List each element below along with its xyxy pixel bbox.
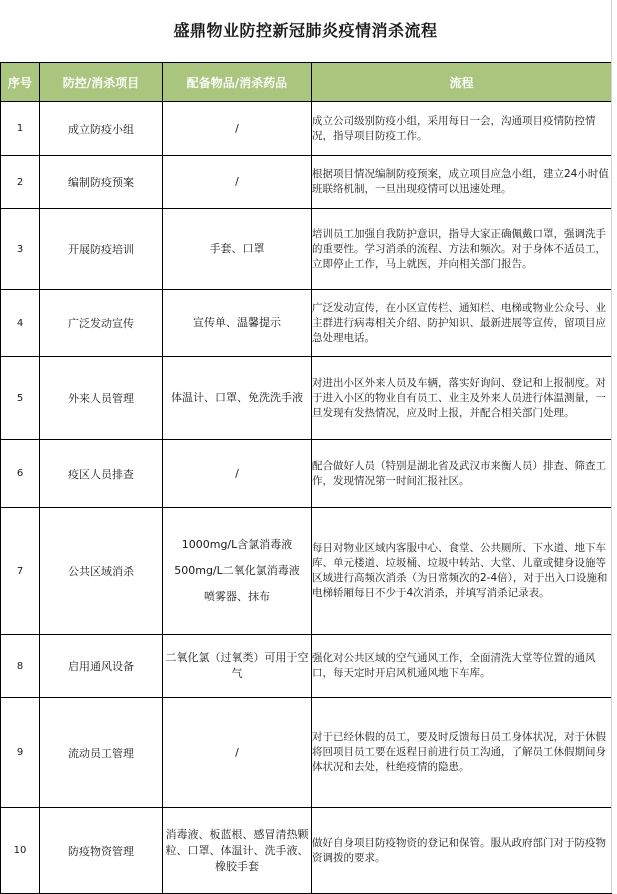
table-row xyxy=(1,635,612,698)
row-number: 10 xyxy=(1,808,40,894)
epidemic-process-table xyxy=(0,62,612,894)
supply-line: 手套、口罩 xyxy=(209,242,265,255)
table-row xyxy=(1,440,612,508)
supply-line: 喷雾器、抹布 xyxy=(204,590,270,603)
row-supplies xyxy=(163,156,312,209)
table-row xyxy=(1,209,612,290)
row-item: 流动员工管理 xyxy=(40,698,163,808)
row-number: 6 xyxy=(1,440,40,508)
row-number: 4 xyxy=(1,290,40,357)
row-number: 2 xyxy=(1,156,40,209)
header-flow: 流程 xyxy=(312,63,612,102)
supply-line: / xyxy=(235,175,239,188)
row-flow: 根据项目情况编制防疫预案，成立项目应急小组，建立24小时值班联络机制，一旦出现疫情可以迅速处理。 xyxy=(312,156,612,209)
row-supplies xyxy=(163,635,312,698)
row-number: 7 xyxy=(1,508,40,635)
header-row xyxy=(1,63,612,102)
row-item: 防疫物资管理 xyxy=(40,808,163,894)
supply-line: / xyxy=(235,466,239,480)
table-row xyxy=(1,102,612,156)
row-item: 成立防疫小组 xyxy=(40,102,163,156)
row-supplies xyxy=(163,209,312,290)
row-item: 启用通风设备 xyxy=(40,635,163,698)
table-row xyxy=(1,290,612,357)
row-flow: 配合做好人员（特别是湖北省及武汉市来衡人员）排查、筛查工作，发现情况第一时间汇报社区。 xyxy=(312,440,612,508)
row-flow: 培训员工加强自我防护意识，指导大家正确佩戴口罩，强调洗手的重要性。学习消杀的流程、方法和频次。对于身体不适员工，立即停止工作，马上就医，并向相关部门报告。 xyxy=(312,209,612,290)
row-item: 疫区人员排查 xyxy=(40,440,163,508)
row-item: 编制防疫预案 xyxy=(40,156,163,209)
table-row xyxy=(1,698,612,808)
table-row xyxy=(1,357,612,440)
row-number: 1 xyxy=(1,102,40,156)
row-flow: 成立公司级别防疫小组，采用每日一会，沟通项目疫情防控情况，指导项目防疫工作。 xyxy=(312,102,612,156)
row-item: 广泛发动宣传 xyxy=(40,290,163,357)
table-row xyxy=(1,508,612,635)
row-number: 5 xyxy=(1,357,40,440)
row-flow: 做好自身项目防疫物资的登记和保管。服从政府部门对于防疫物资调拨的要求。 xyxy=(312,808,612,894)
row-number: 3 xyxy=(1,209,40,290)
row-supplies xyxy=(163,290,312,357)
table-row xyxy=(1,808,612,894)
row-flow: 对进出小区外来人员及车辆，落实好询问、登记和上报制度。对于进入小区的物业自有员工、业主及外来人员进行体温测量，一旦发现有发热情况，应及时上报，并配合相关部门处理。 xyxy=(312,357,612,440)
row-supplies xyxy=(163,808,312,894)
supply-line: / xyxy=(235,745,239,759)
row-item: 开展防疫培训 xyxy=(40,209,163,290)
supply-line: 1000mg/L含氯消毒液 xyxy=(181,538,293,551)
supply-line: 宣传单、温馨提示 xyxy=(193,316,281,329)
row-flow: 广泛发动宣传，在小区宣传栏、通知栏、电梯或物业公众号、业主群进行病毒相关介绍、防护知识、最新进展等宣传，留项目应急处理电话。 xyxy=(312,290,612,357)
sheet-gridline xyxy=(611,0,612,893)
supply-line: 500mg/L二氧化氯消毒液 xyxy=(174,564,300,577)
supply-line: 消毒液、板蓝根、感冒清热颗粒、口罩、体温计、洗手液、橡胶手套 xyxy=(165,827,309,873)
table-row xyxy=(1,156,612,209)
row-flow: 对于已经休假的员工，要及时反馈每日员工身体状况，对于休假将回项目员工要在返程日前进行员工沟通，了解员工休假期间身体状况和去处，杜绝疫情的隐患。 xyxy=(312,698,612,808)
row-flow: 每日对物业区域内客服中心、食堂、公共厕所、下水道、地下车库、单元楼道、垃圾桶、垃圾中转站、大堂、儿童或健身设施等区域进行高频次消杀（为日常频次的2-4倍），对于出入口设施和电梯轿厢每日不少于4次消杀，并填写消杀记录表。 xyxy=(312,508,612,635)
document-title: 盛鼎物业防控新冠肺炎疫情消杀流程 xyxy=(173,21,438,40)
supply-line: 二氧化氯（过氧类）可用于空气 xyxy=(165,651,309,680)
row-item: 外来人员管理 xyxy=(40,357,163,440)
row-number: 8 xyxy=(1,635,40,698)
row-supplies xyxy=(163,357,312,440)
supply-line: 体温计、口罩、免洗洗手液 xyxy=(171,391,303,404)
row-item: 公共区域消杀 xyxy=(40,508,163,635)
row-supplies xyxy=(163,698,312,808)
row-supplies xyxy=(163,508,312,635)
row-supplies xyxy=(163,102,312,156)
supply-line: / xyxy=(235,121,239,135)
header-supplies: 配备物品/消杀药品 xyxy=(163,63,312,102)
header-no: 序号 xyxy=(1,63,40,102)
row-flow: 强化对公共区域的空气通风工作，全面清洗大堂等位置的通风口，每天定时开启风机通风地下车库。 xyxy=(312,635,612,698)
header-item: 防控/消杀项目 xyxy=(40,63,163,102)
row-supplies xyxy=(163,440,312,508)
row-number: 9 xyxy=(1,698,40,808)
